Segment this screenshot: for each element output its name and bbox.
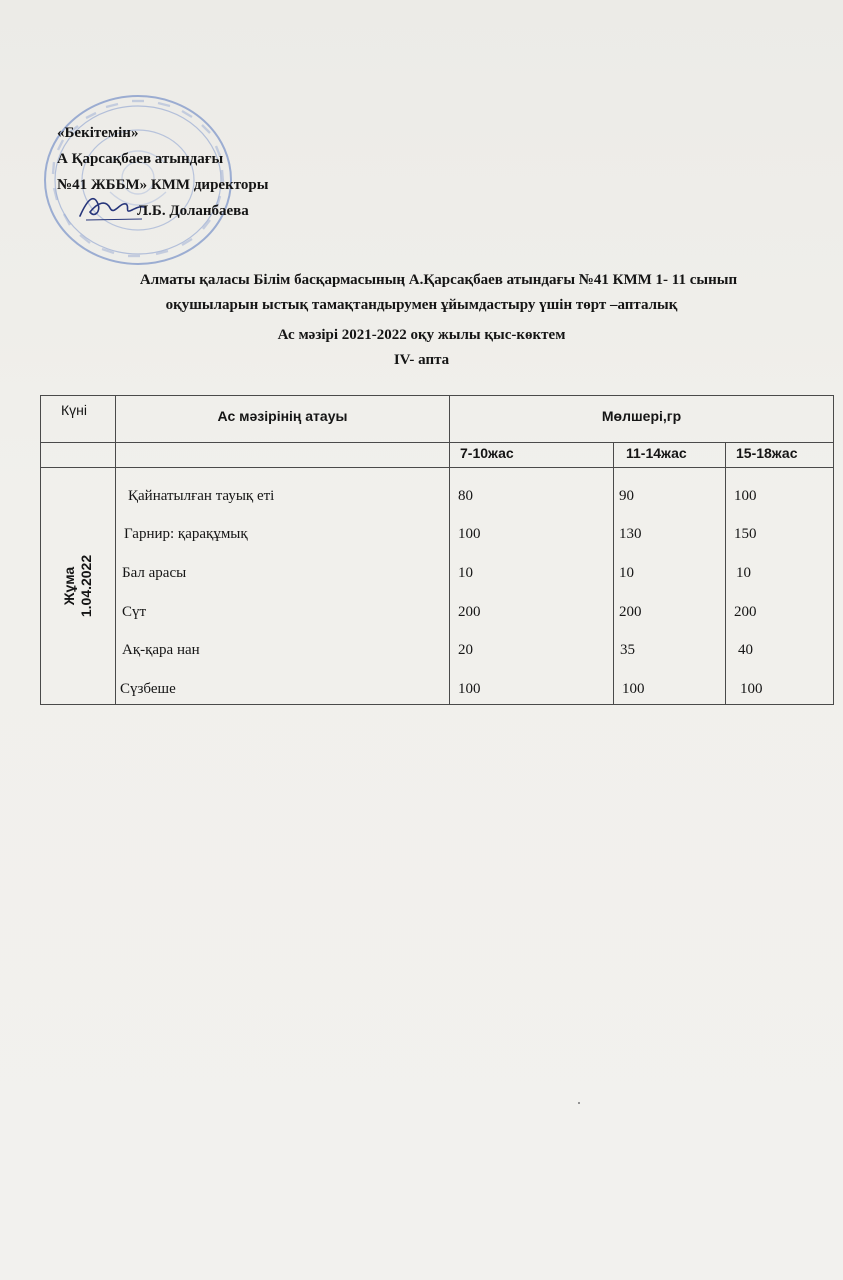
dish-name: Ақ-қара нан [122,642,200,658]
title-line-3: Ас мәзірі 2021-2022 оқу жылы қыс-көктем [277,327,566,343]
approval-line-1: «Бекітемін» [57,125,139,141]
director-name: Л.Б. Доланбаева [137,203,249,219]
amount-15-18: 100 [740,681,763,697]
amount-15-18: 100 [734,488,757,504]
amount-15-18: 200 [734,604,757,620]
header-empty-day [41,443,116,468]
amount-15-18: 10 [736,565,751,581]
amount-11-14: 90 [619,488,634,504]
title-line-1: Алматы қаласы Білім басқармасының А.Қарсақбаев атындағы №41 КММ 1- 11 сынып [139,272,738,288]
header-age-15-18: 15-18жас [726,443,834,468]
dish-names-cell [116,468,450,705]
title-line-2: оқушыларын ыстық тамақтандырумен ұйымдастыру үшін төрт –апталық [165,297,678,313]
amount-11-14: 100 [622,681,645,697]
day-date: 1.04.2022 [78,554,94,618]
dish-name: Гарнир: қарақұмық [124,526,248,542]
amounts-7-10-cell [450,468,614,705]
header-day: Күні [41,396,116,443]
approval-line-2: А Қарсақбаев атындағы [57,151,224,167]
amounts-11-14-cell [614,468,726,705]
header-dish-name: Ас мәзірінің атауы [116,396,450,443]
day-label [61,555,95,617]
amount-7-10: 20 [458,642,473,658]
header-row-1 [41,396,834,443]
menu-table [40,395,834,705]
amount-7-10: 100 [458,526,481,542]
dish-name: Сүт [122,604,147,620]
dish-name: Сүзбеше [120,681,176,697]
header-row-2 [41,443,834,468]
amount-7-10: 10 [458,565,473,581]
day-menu-row [41,468,834,705]
approval-line-3: №41 ЖББМ» КММ директоры [57,177,269,193]
day-cell [41,468,116,705]
amount-15-18: 150 [734,526,757,542]
amount-11-14: 35 [620,642,635,658]
header-amount: Мөлшері,гр [450,396,834,443]
header-age-7-10: 7-10жас [450,443,614,468]
amount-7-10: 100 [458,681,481,697]
week-label: IV- апта [393,352,450,368]
dish-name: Қайнатылған тауық еті [128,488,275,504]
amount-11-14: 130 [619,526,642,542]
paper-speck [578,1102,580,1104]
dish-name: Бал арасы [122,565,187,581]
header-age-11-14: 11-14жас [614,443,726,468]
approval-block [57,120,268,224]
amount-7-10: 80 [458,488,473,504]
amount-11-14: 10 [619,565,634,581]
amount-15-18: 40 [738,642,753,658]
amount-11-14: 200 [619,604,642,620]
header-empty-name [116,443,450,468]
amount-7-10: 200 [458,604,481,620]
amounts-15-18-cell [726,468,834,705]
day-weekday: Жұма [61,566,77,606]
